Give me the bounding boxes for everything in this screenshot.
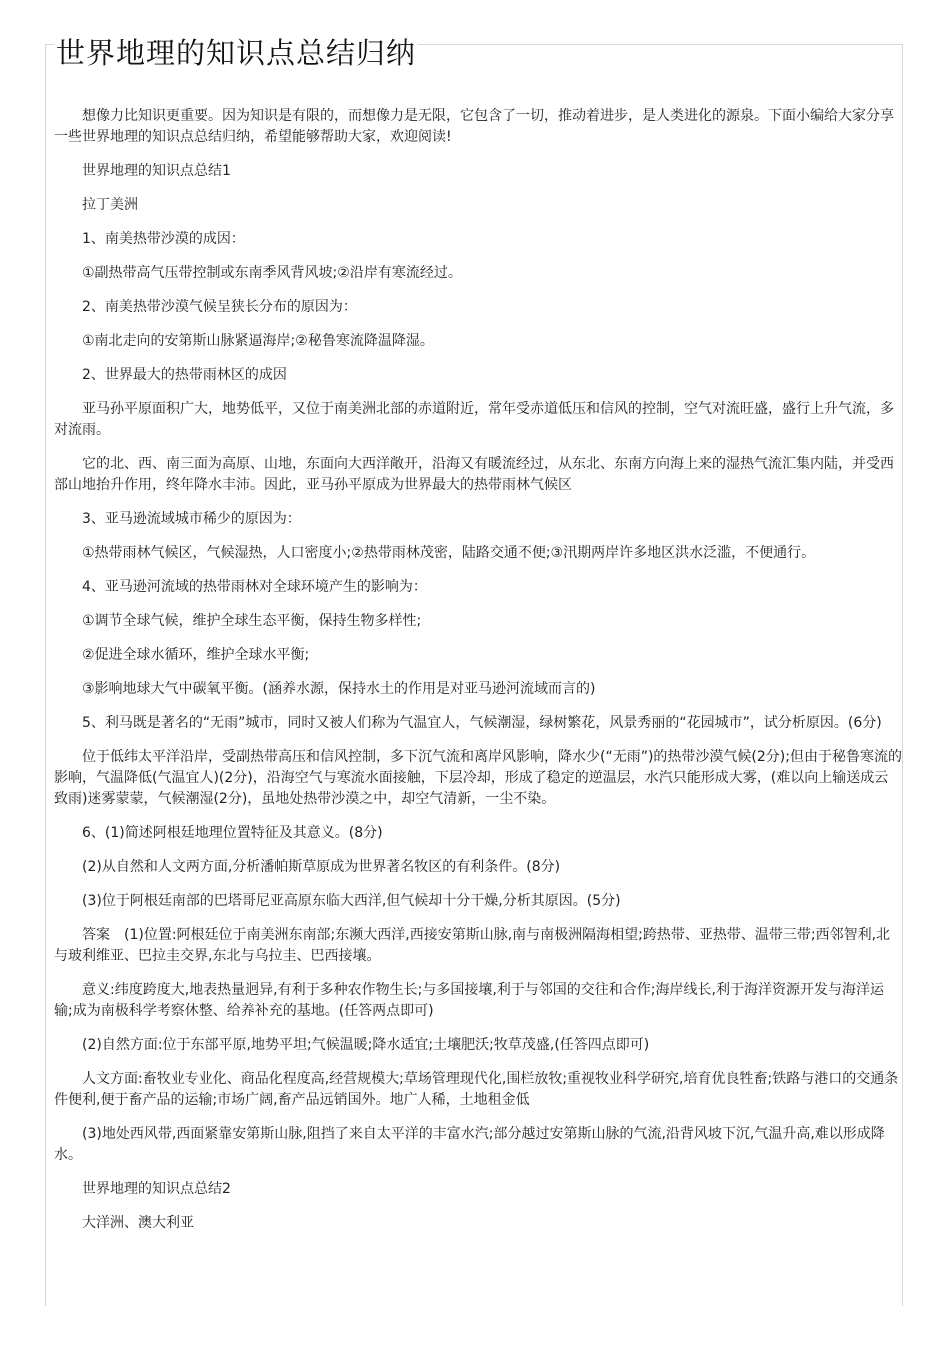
paragraph: (3)地处西风带,西面紧靠安第斯山脉,阻挡了来自太平洋的丰富水汽;部分越过安第斯山脉的气流,沿背风坡下沉,气温升高,难以形成降水。: [54, 1126, 885, 1163]
paragraph: (2)自然方面:位于东部平原,地势平坦;气候温暖;降水适宜;土壤肥沃;牧草茂盛,(任答四点即可): [82, 1037, 650, 1053]
paragraph: 5、利马既是著名的“无雨”城市，同时又被人们称为气温宜人，气候潮湿，绿树繁花，风景秀丽的“花园城市”，试分析原因。(6分): [82, 715, 882, 731]
paragraph: 2、南美热带沙漠气候呈狭长分布的原因为：: [82, 299, 357, 315]
paragraph: (2)从自然和人文两方面,分析潘帕斯草原成为世界著名牧区的有利条件。(8分): [82, 859, 561, 875]
paragraph: 人文方面:畜牧业专业化、商品化程度高,经营规模大;草场管理现代化,围栏放牧;重视牧业科学研究,培育优良牲畜;铁路与港口的交通条件便利,便于畜产品的运输;市场广阔,畜产品远销国外。地广人稀，土地租金低: [54, 1071, 899, 1108]
document-title: 世界地理的知识点总结归纳: [56, 36, 417, 70]
paragraph: ①副热带高气压带控制或东南季风背风坡;②沿岸有寒流经过。: [82, 265, 462, 281]
paragraph: 6、(1)简述阿根廷地理位置特征及其意义。(8分): [82, 825, 383, 841]
document-body: [54, 106, 902, 1247]
section-heading: 世界地理的知识点总结1: [82, 163, 231, 179]
paragraph: 4、亚马逊河流域的热带雨林对全球环境产生的影响为：: [82, 579, 427, 595]
paragraph: 位于低纬太平洋沿岸，受副热带高压和信风控制，多下沉气流和离岸风影响，降水少(“无雨”)的热带沙漠气候(2分);但由于秘鲁寒流的影响，气温降低(气温宜人)(2分)，沿海空气与寒流水面接触，下层冷却，形成了稳定的逆温层，水汽只能形成大雾，(难以向上输送成云致雨)迷雾蒙蒙，气候潮湿(2分)，虽地处热带沙漠之中，却空气清新，一尘不染。: [54, 749, 902, 807]
paragraph: (3)位于阿根廷南部的巴塔哥尼亚高原东临大西洋,但气候却十分干燥,分析其原因。(5分): [82, 893, 621, 909]
paragraph: ①调节全球气候，维护全球生态平衡，保持生物多样性;: [82, 613, 422, 629]
paragraph: 1、南美热带沙漠的成因：: [82, 231, 245, 247]
paragraph: 亚马孙平原面积广大，地势低平，又位于南美洲北部的赤道附近，常年受赤道低压和信风的控制，空气对流旺盛，盛行上升气流，多对流雨。: [54, 401, 894, 438]
paragraph: 它的北、西、南三面为高原、山地，东面向大西洋敞开，沿海又有暖流经过，从东北、东南方向海上来的湿热气流汇集内陆，并受西部山地抬升作用，终年降水丰沛。因此，亚马孙平原成为世界最大的热带雨林气候区: [54, 456, 894, 493]
paragraph: 3、亚马逊流域城市稀少的原因为：: [82, 511, 301, 527]
paragraph: ①热带雨林气候区，气候湿热，人口密度小;②热带雨林茂密，陆路交通不便;③汛期两岸许多地区洪水泛滥，不便通行。: [82, 545, 816, 561]
paragraph: ③影响地球大气中碳氧平衡。(涵养水源，保持水土的作用是对亚马逊河流域而言的): [82, 681, 596, 697]
paragraph: ②促进全球水循环，维护全球水平衡;: [82, 647, 310, 663]
section-heading: 世界地理的知识点总结2: [82, 1181, 231, 1197]
subsection-heading: 大洋洲、澳大利亚: [82, 1215, 194, 1231]
paragraph: 2、世界最大的热带雨林区的成因: [82, 367, 287, 383]
paragraph: ①南北走向的安第斯山脉紧逼海岸;②秘鲁寒流降温降湿。: [82, 333, 434, 349]
intro-paragraph: 想像力比知识更重要。因为知识是有限的，而想像力是无限，它包含了一切，推动着进步，是人类进化的源泉。下面小编给大家分享一些世界地理的知识点总结归纳，希望能够帮助大家，欢迎阅读!: [54, 108, 894, 145]
paragraph: 意义:纬度跨度大,地表热量迥异,有利于多种农作物生长;与多国接壤,利于与邻国的交往和合作;海岸线长,利于海洋资源开发与海洋运输;成为南极科学考察休整、给养补充的基地。(任答两点即可): [54, 982, 884, 1019]
paragraph: 答案 (1)位置:阿根廷位于南美洲东南部;东濒大西洋,西接安第斯山脉,南与南极洲隔海相望;跨热带、亚热带、温带三带;西邻智利,北与玻利维亚、巴拉圭交界,东北与乌拉圭、巴西接壤。: [54, 927, 891, 964]
subsection-heading: 拉丁美洲: [82, 197, 138, 213]
